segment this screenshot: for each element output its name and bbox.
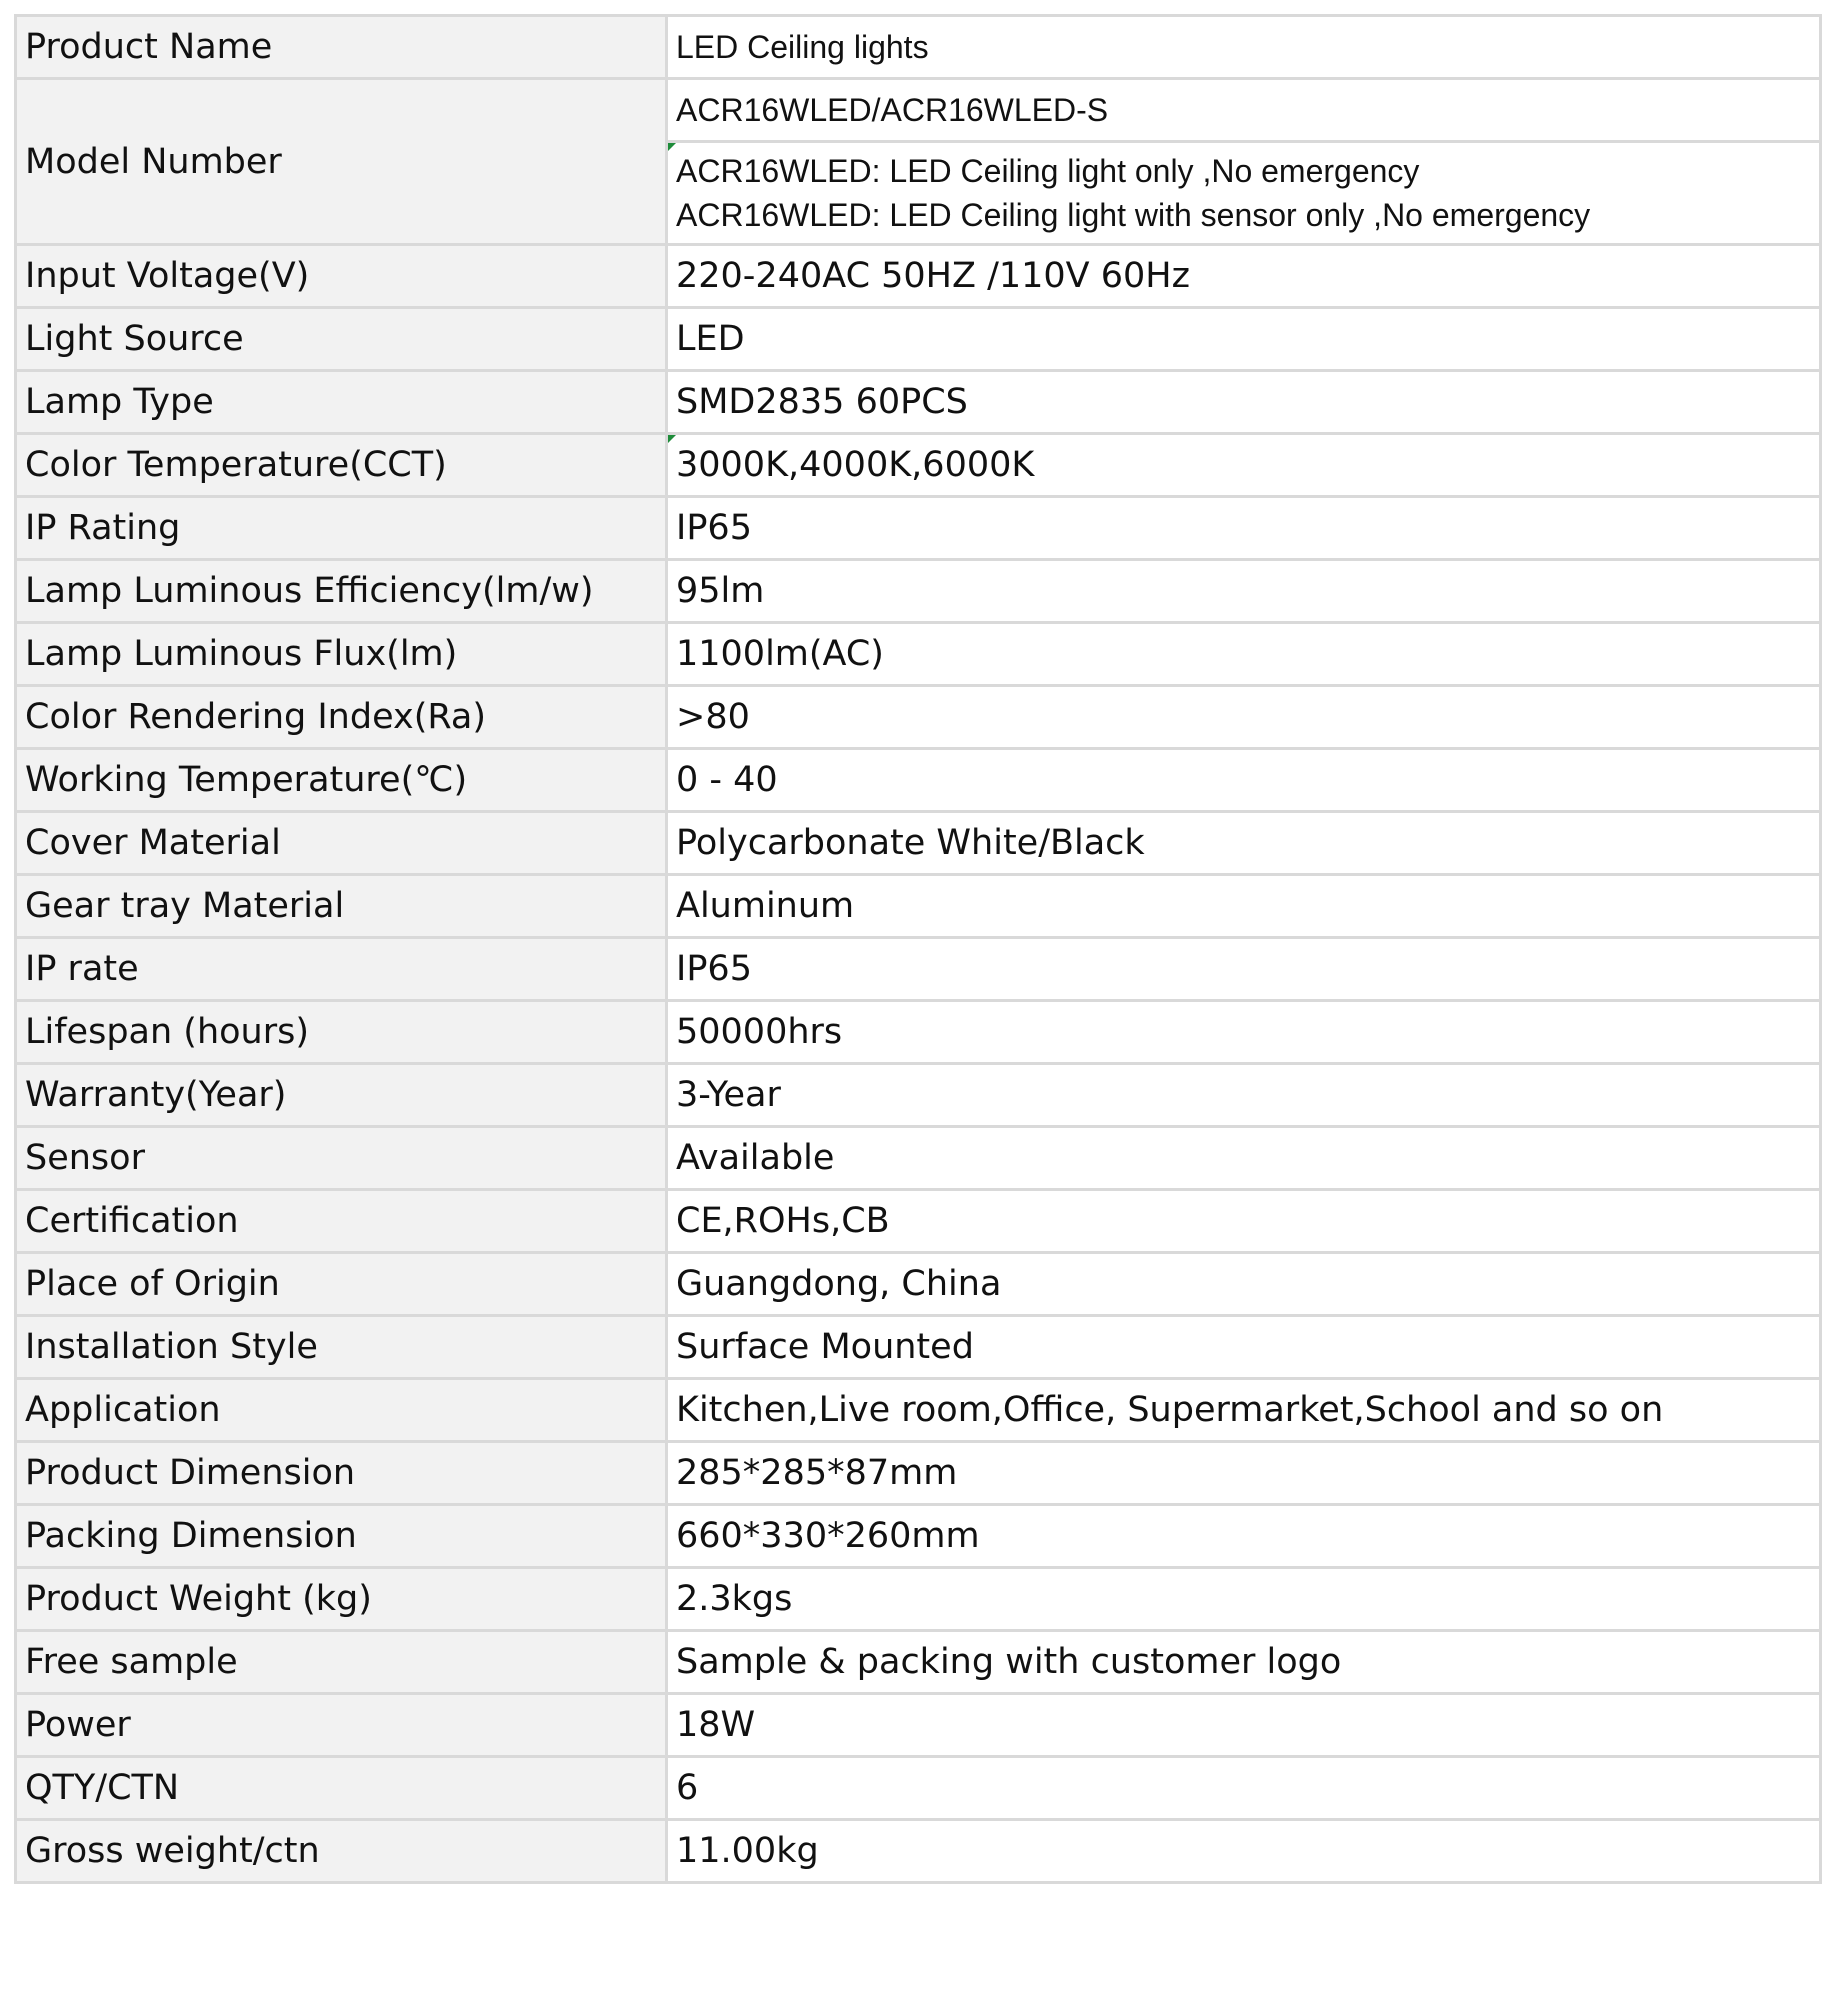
spec-value: Aluminum — [667, 875, 1821, 938]
table-row — [16, 875, 1821, 938]
spec-label: Installation Style — [16, 1316, 667, 1379]
spec-value: IP65 — [667, 938, 1821, 1001]
spec-value: 50000hrs — [667, 1001, 1821, 1064]
spec-value: LED Ceiling lights — [667, 16, 1821, 79]
table-row — [16, 434, 1821, 497]
spec-value: 3-Year — [667, 1064, 1821, 1127]
spec-value: 220-240AC 50HZ /110V 60Hz — [667, 245, 1821, 308]
spec-value: >80 — [667, 686, 1821, 749]
spec-value: Polycarbonate White/Black — [667, 812, 1821, 875]
spec-label: Place of Origin — [16, 1253, 667, 1316]
spec-value: IP65 — [667, 497, 1821, 560]
table-row — [16, 1820, 1821, 1883]
spec-value: SMD2835 60PCS — [667, 371, 1821, 434]
cell-comment-marker — [668, 435, 676, 443]
spec-label: Packing Dimension — [16, 1505, 667, 1568]
spec-label: IP Rating — [16, 497, 667, 560]
spec-table — [14, 14, 1822, 1884]
spec-label: Lifespan (hours) — [16, 1001, 667, 1064]
spec-value: 285*285*87mm — [667, 1442, 1821, 1505]
spec-value: LED — [667, 308, 1821, 371]
spec-value: 0 - 40 — [667, 749, 1821, 812]
spec-label: Application — [16, 1379, 667, 1442]
spec-label: Certification — [16, 1190, 667, 1253]
spec-label: Cover Material — [16, 812, 667, 875]
spec-label: Free sample — [16, 1631, 667, 1694]
spec-label: Product Name — [16, 16, 667, 79]
spec-value: CE,ROHs,CB — [667, 1190, 1821, 1253]
spec-value: ACR16WLED/ACR16WLED-S — [667, 79, 1821, 142]
table-row — [16, 1253, 1821, 1316]
spec-value-text: 3000K,4000K,6000K — [676, 445, 1035, 485]
spec-label: Color Temperature(CCT) — [16, 434, 667, 497]
table-row — [16, 1694, 1821, 1757]
table-row — [16, 560, 1821, 623]
table-row — [16, 1001, 1821, 1064]
spec-label: Power — [16, 1694, 667, 1757]
spec-value: Available — [667, 1127, 1821, 1190]
spec-label: IP rate — [16, 938, 667, 1001]
spec-label: Color Rendering Index(Ra) — [16, 686, 667, 749]
table-row — [16, 749, 1821, 812]
table-row — [16, 686, 1821, 749]
table-row — [16, 1064, 1821, 1127]
spec-label: Light Source — [16, 308, 667, 371]
table-row — [16, 1316, 1821, 1379]
table-row — [16, 1757, 1821, 1820]
spec-value: Kitchen,Live room,Office, Supermarket,School and so on — [667, 1379, 1821, 1442]
cell-comment-marker — [668, 143, 676, 151]
table-row — [16, 1505, 1821, 1568]
table-row — [16, 245, 1821, 308]
table-row — [16, 1568, 1821, 1631]
table-row — [16, 1442, 1821, 1505]
spec-value: 11.00kg — [667, 1820, 1821, 1883]
spec-label: Gear tray Material — [16, 875, 667, 938]
table-row — [16, 623, 1821, 686]
spec-value — [667, 434, 1821, 497]
table-row — [16, 1190, 1821, 1253]
table-row — [16, 371, 1821, 434]
spec-label: QTY/CTN — [16, 1757, 667, 1820]
spec-value: Sample & packing with customer logo — [667, 1631, 1821, 1694]
spec-label: Lamp Luminous Flux(lm) — [16, 623, 667, 686]
spec-value: Surface Mounted — [667, 1316, 1821, 1379]
table-row — [16, 79, 1821, 142]
spec-label: Input Voltage(V) — [16, 245, 667, 308]
table-row — [16, 1379, 1821, 1442]
spec-label: Warranty(Year) — [16, 1064, 667, 1127]
table-row — [16, 1127, 1821, 1190]
spec-label: Lamp Type — [16, 371, 667, 434]
table-row — [16, 16, 1821, 79]
spec-value: 95lm — [667, 560, 1821, 623]
table-row — [16, 812, 1821, 875]
spec-label: Product Dimension — [16, 1442, 667, 1505]
spec-value-multiline — [667, 142, 1821, 245]
spec-label: Model Number — [16, 79, 667, 245]
spec-label: Lamp Luminous Efficiency(lm/w) — [16, 560, 667, 623]
spec-label: Sensor — [16, 1127, 667, 1190]
spec-value: 1100lm(AC) — [667, 623, 1821, 686]
spec-value: 18W — [667, 1694, 1821, 1757]
spec-value: 2.3kgs — [667, 1568, 1821, 1631]
table-row — [16, 497, 1821, 560]
table-row — [16, 1631, 1821, 1694]
spec-value-line: ACR16WLED: LED Ceiling light with sensor only ,No emergency — [676, 197, 1591, 233]
spec-value-line: ACR16WLED: LED Ceiling light only ,No emergency — [676, 153, 1420, 189]
table-row — [16, 308, 1821, 371]
spec-value: 660*330*260mm — [667, 1505, 1821, 1568]
spec-label: Product Weight (kg) — [16, 1568, 667, 1631]
spec-label: Gross weight/ctn — [16, 1820, 667, 1883]
spec-label: Working Temperature(℃) — [16, 749, 667, 812]
table-row — [16, 938, 1821, 1001]
spec-value: Guangdong, China — [667, 1253, 1821, 1316]
spec-value: 6 — [667, 1757, 1821, 1820]
